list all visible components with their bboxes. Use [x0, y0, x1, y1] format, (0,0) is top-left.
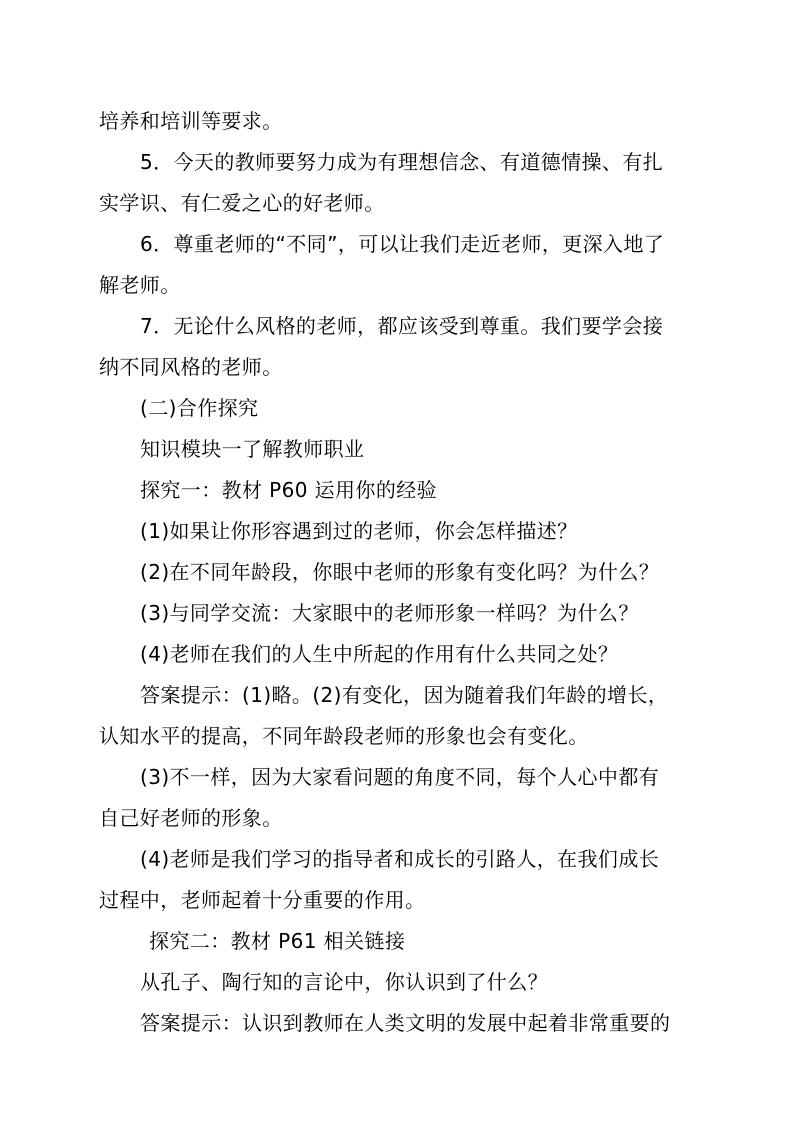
text-line: 答案提示：(1)略。(2)有变化，因为随着我们年龄的增长，	[140, 683, 669, 707]
text-line: (4)老师是我们学习的指导者和成长的引路人，在我们成长	[140, 847, 660, 871]
text-line: 7．无论什么风格的老师，都应该受到尊重。我们要学会接	[140, 314, 664, 338]
text-line: 自己好老师的形象。	[99, 806, 283, 830]
text-line: 答案提示：认识到教师在人类文明的发展中起着非常重要的	[140, 1011, 671, 1035]
text-line: 实学识、有仁爱之心的好老师。	[99, 191, 385, 215]
text-line: 认知水平的提高，不同年龄段老师的形象也会有变化。	[99, 724, 589, 748]
text-line: 探究一：教材 P60 运用你的经验	[140, 478, 438, 502]
text-line: 知识模块一了解教师职业	[140, 437, 365, 461]
text-line: 从孔子、陶行知的言论中，你认识到了什么？	[140, 970, 548, 994]
text-line: 探究二：教材 P61 相关链接	[149, 929, 406, 953]
text-line: (3)与同学交流：大家眼中的老师形象一样吗？为什么？	[140, 601, 639, 625]
text-line: (3)不一样，因为大家看问题的角度不同，每个人心中都有	[140, 765, 660, 789]
text-line: 纳不同风格的老师。	[99, 355, 283, 379]
text-line: 培养和培训等要求。	[99, 109, 283, 133]
text-line: (1)如果让你形容遇到过的老师，你会怎样描述？	[140, 519, 578, 543]
text-line: 过程中，老师起着十分重要的作用。	[99, 888, 426, 912]
text-line: 解老师。	[99, 273, 181, 297]
text-line: 5．今天的教师要努力成为有理想信念、有道德情操、有扎	[140, 150, 664, 174]
text-line: 6．尊重老师的“不同”，可以让我们走近老师，更深入地了	[140, 232, 665, 256]
text-line: (2)在不同年龄段，你眼中老师的形象有变化吗？为什么？	[140, 560, 660, 584]
text-line: (4)老师在我们的人生中所起的作用有什么共同之处？	[140, 642, 619, 666]
section-heading: (二)合作探究	[140, 396, 259, 420]
